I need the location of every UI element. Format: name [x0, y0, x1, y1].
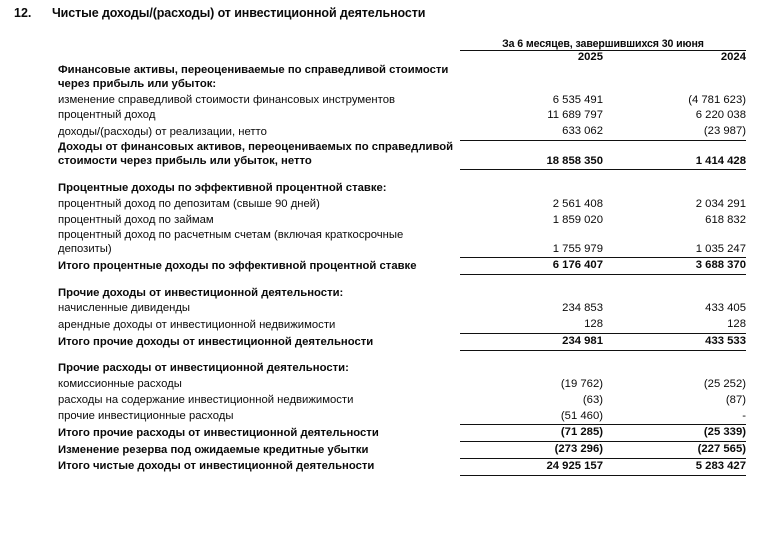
row-label: начисленные дивиденды	[58, 302, 191, 315]
table-spacer-row	[58, 275, 746, 286]
row-label: арендные доходы от инвестиционной недвижимости	[58, 318, 336, 331]
table-row	[58, 409, 746, 425]
table-row	[58, 286, 746, 302]
table-spacer-row	[58, 170, 746, 181]
row-label: Итого прочие расходы от инвестиционной деятельности	[58, 426, 379, 439]
period-header: За 6 месяцев, завершившихся 30 июня	[460, 38, 746, 51]
table-row	[58, 425, 746, 442]
note-title: Чистые доходы/(расходы) от инвестиционной деятельности	[52, 6, 426, 20]
row-value-year-1: 11 689 797	[547, 109, 603, 122]
row-value-year-1: 128	[584, 318, 603, 331]
row-label: Финансовые активы, переоцениваемые по справедливой стоимости через прибыль или убыток:	[58, 64, 449, 90]
row-value-year-2: 433 405	[705, 302, 746, 315]
table-spacer-row	[58, 350, 746, 361]
row-value-year-1: (51 460)	[560, 409, 603, 422]
table-header-year-row	[58, 51, 746, 64]
row-value-year-1: 18 858 350	[460, 140, 603, 170]
table-row	[58, 301, 746, 317]
row-label: Прочие доходы от инвестиционной деятельности:	[58, 286, 344, 299]
table-row	[58, 442, 746, 459]
row-label: процентный доход по займам	[58, 213, 214, 226]
row-value-year-2: -	[742, 409, 746, 422]
row-value-year-2	[603, 361, 746, 377]
row-value-year-2: 3 688 370	[603, 258, 746, 275]
row-value-year-2	[603, 181, 746, 197]
row-value-year-2: 618 832	[705, 213, 746, 226]
row-label: расходы на содержание инвестиционной недвижимости	[58, 393, 354, 406]
row-label: прочие инвестиционные расходы	[58, 410, 234, 423]
note-header	[0, 0, 758, 20]
table-header-period-row	[58, 38, 746, 51]
table-row	[58, 393, 746, 409]
row-value-year-1: 1 755 979	[552, 242, 603, 255]
table-row	[58, 181, 746, 197]
row-value-year-2	[603, 286, 746, 302]
row-label: Итого чистые доходы от инвестиционной деятельности	[58, 460, 375, 473]
table-row	[58, 124, 746, 140]
table-body	[58, 63, 746, 475]
note-number: 12.	[14, 6, 32, 20]
table-row	[58, 93, 746, 109]
column-header-year-1: 2025	[577, 51, 603, 63]
table-row	[58, 334, 746, 351]
table-row	[58, 317, 746, 333]
header-empty-cell-2	[58, 51, 460, 64]
row-label: Итого прочие доходы от инвестиционной деятельности	[58, 335, 374, 348]
table-row	[58, 197, 746, 213]
table-row	[58, 458, 746, 475]
row-value-year-1: 24 925 157	[460, 458, 603, 475]
row-value-year-2: 128	[727, 318, 746, 331]
row-value-year-1: 6 535 491	[552, 93, 603, 106]
row-value-year-1: (273 296)	[554, 443, 603, 456]
row-value-year-2: (23 987)	[703, 125, 746, 138]
table-row	[58, 228, 746, 258]
row-label: Процентные доходы по эффективной процентной ставке:	[58, 181, 387, 194]
row-value-year-1: 234 981	[460, 334, 603, 351]
row-label: процентный доход	[58, 109, 156, 122]
row-value-year-1	[460, 181, 603, 197]
row-value-year-2: (25 252)	[703, 378, 746, 391]
row-value-year-1: 1 859 020	[552, 213, 603, 226]
row-label: Итого процентные доходы по эффективной процентной ставке	[58, 259, 417, 272]
table-row	[58, 63, 746, 93]
row-value-year-1: 234 853	[562, 302, 603, 315]
row-value-year-2: 1 035 247	[695, 242, 746, 255]
table-row	[58, 108, 746, 124]
row-value-year-1: (19 762)	[560, 378, 603, 391]
row-value-year-2: 1 414 428	[603, 140, 746, 170]
row-label: изменение справедливой стоимости финансовых инструментов	[58, 93, 395, 106]
row-value-year-2: 433 533	[603, 334, 746, 351]
table-row	[58, 377, 746, 393]
row-label: процентный доход по депозитам (свыше 90 дней)	[58, 197, 320, 210]
table-row	[58, 361, 746, 377]
row-label: Доходы от финансовых активов, переоцениваемых по справедливой стоимости через прибыль или убыток, нетто	[58, 141, 454, 168]
row-value-year-2: (25 339)	[603, 425, 746, 442]
row-value-year-2: (227 565)	[697, 443, 746, 456]
row-value-year-1: 633 062	[562, 125, 603, 138]
table-row	[58, 140, 746, 170]
row-value-year-2: (4 781 623)	[688, 93, 746, 106]
row-value-year-1	[460, 361, 603, 377]
table-header	[58, 38, 746, 63]
row-label: доходы/(расходы) от реализации, нетто	[58, 125, 267, 138]
investment-income-table	[58, 38, 746, 476]
row-label: комиссионные расходы	[58, 378, 182, 391]
row-value-year-2: (87)	[725, 393, 746, 406]
row-value-year-2: 2 034 291	[695, 197, 746, 210]
row-value-year-2: 6 220 038	[695, 109, 746, 122]
row-label: Изменение резерва под ожидаемые кредитные убытки	[58, 443, 369, 456]
row-value-year-2: 5 283 427	[603, 458, 746, 475]
column-header-year-2: 2024	[720, 51, 746, 63]
header-empty-cell	[58, 38, 460, 51]
table-row	[58, 258, 746, 275]
row-value-year-1: 6 176 407	[460, 258, 603, 275]
row-value-year-1	[460, 286, 603, 302]
row-value-year-2	[603, 63, 746, 93]
row-label: процентный доход по расчетным счетам (включая краткосрочные депозиты)	[58, 229, 404, 256]
table-row	[58, 213, 746, 229]
row-value-year-1: 2 561 408	[552, 197, 603, 210]
row-value-year-1: (63)	[582, 393, 603, 406]
row-value-year-1: (71 285)	[460, 425, 603, 442]
row-value-year-1	[460, 63, 603, 93]
row-label: Прочие расходы от инвестиционной деятельности:	[58, 362, 349, 375]
